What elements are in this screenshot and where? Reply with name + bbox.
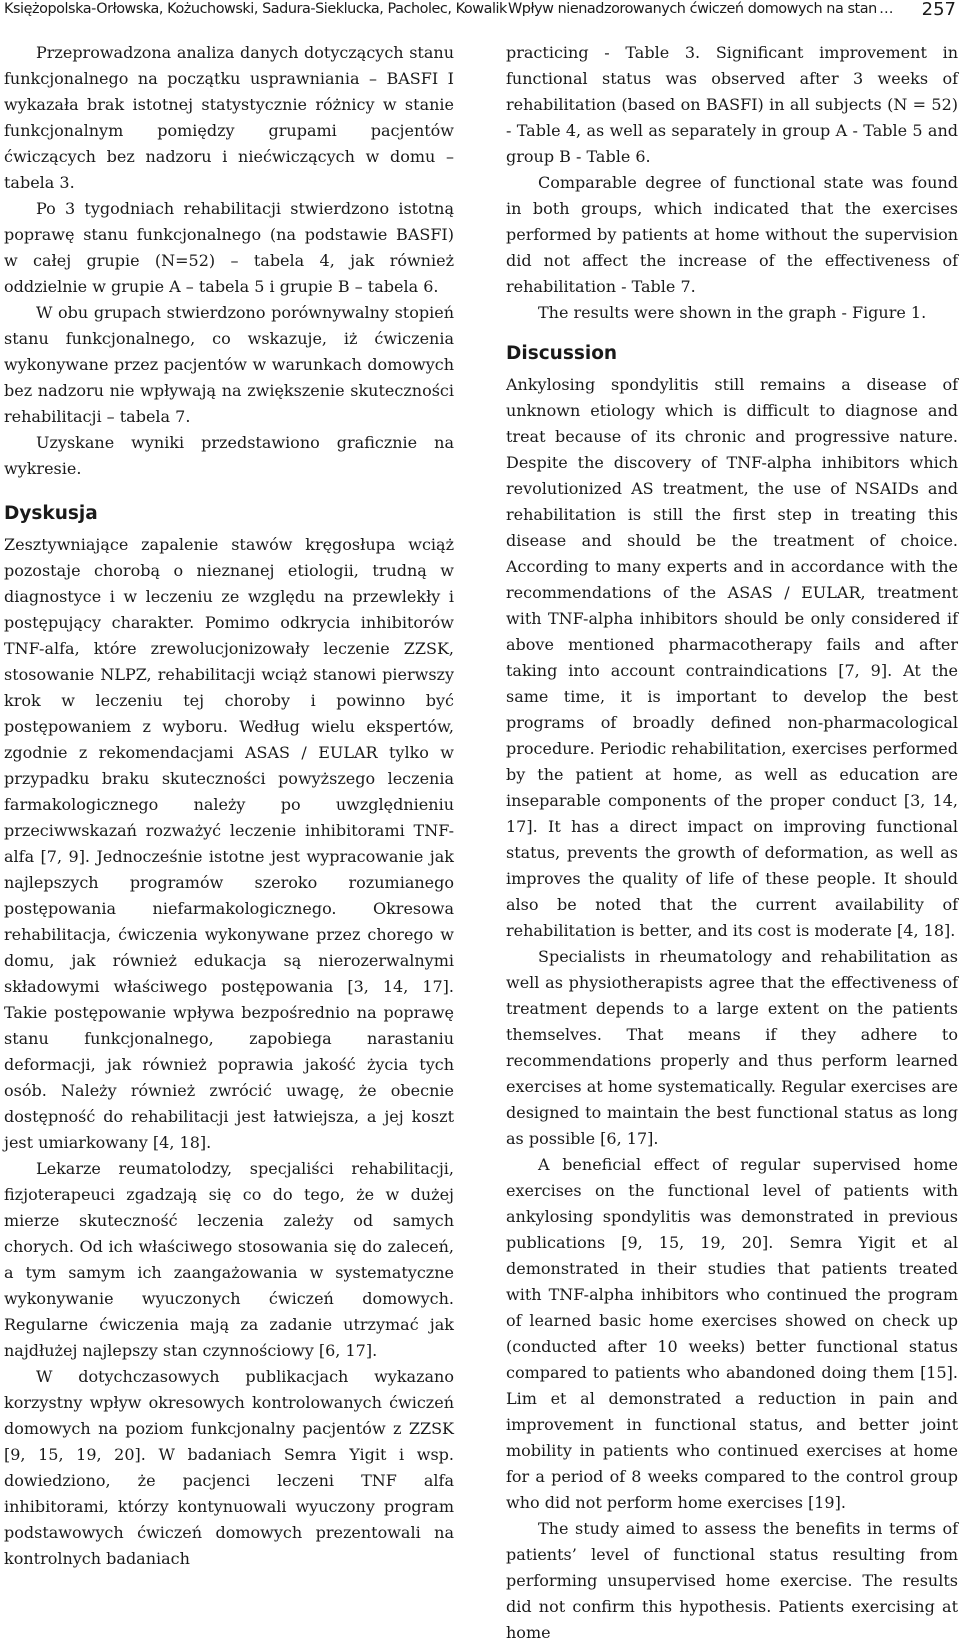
paragraph: Zesztywniające zapalenie stawów kręgosłupa wciąż pozostaje chorobą o nieznanej etiologii, trudną w diagnostyce i w leczeniu ze względu na przewlekły i postępujący charakter. Pomimo odkrycia inhibitorów TNF-alfa, które zrewolucjonizowały leczenie ZZSK, stosowanie NLPZ, rehabilitacji wciąż stanowi pierwszy krok w leczeniu tej choroby i powinno być postępowaniem z wyboru. Według wielu ekspertów, zgodnie z rekomendacjami ASAS / EULAR tylko w przypadku braku skuteczności powyższego leczenia farmakologicznego należy po uwzględnieniu przeciwwskazań rozważyć leczenie inhibitorami TNF-alfa [7, 9]. Jednocześnie istotne jest wypracowanie jak najlepszych programów szeroko rozumianego postępowania niefarmakologicznego. Okresowa rehabilitacja, ćwiczenia wykonywane przez chorego w domu, jak również edukacja są nierozerwalnymi składowymi właściwego postępowania [3, 14, 17]. Takie postępowanie wpływa bezpośrednio na poprawę stanu funkcjonalnego, zapobiega narastaniu deformacji, jak również poprawia jakość życia tych osób. Należy również zwrócić uwagę, że obecnie dostępność do rehabilitacji jest łatwiejsza, a jej koszt jest umiarkowany [4, 18]. (4, 535, 454, 1152)
paragraph: Lekarze reumatolodzy, specjaliści rehabilitacji, fizjoterapeuci zgadzają się co do tego, że w dużej mierze skuteczność leczenia zależy od samych chorych. Od ich właściwego stosowania się do zaleceń, a tym samym ich zaangażowania w systematyczne wykonywanie wyuczonych ćwiczeń domowych. Regularne ćwiczenia mają za zadanie utrzymać jak najdłużej najlepszy stan czynnościowy [6, 17]. (4, 1159, 454, 1360)
paragraph: W obu grupach stwierdzono porównywalny stopień stanu funkcjonalnego, co wskazuje, iż ćwiczenia wykonywane przez pacjentów w warunkach domowych bez nadzoru nie wpływają na zwiększenie skuteczności rehabilitacji – tabela 7. (4, 303, 454, 426)
paragraph: The results were shown in the graph - Figure 1. (538, 303, 927, 322)
paragraph: Comparable degree of functional state was found in both groups, which indicated that the exercises performed by patients at home without the supervision did not affect the increase of the effectiveness of rehabilitation - Table 7. (506, 173, 958, 296)
paragraph: Przeprowadzona analiza danych dotyczących stanu funkcjonalnego na początku usprawniania – BASFI I wykazała brak istotnej statystycznie różnicy w stanie funkcjonalnym pomiędzy grupami pacjentów ćwiczących bez nadzoru i niećwiczących w domu – tabela 3. (4, 43, 454, 192)
page-number: 257 (921, 0, 956, 20)
paragraph: Po 3 tygodniach rehabilitacji stwierdzono istotną poprawę stanu funkcjonalnego (na podstawie BASFI) w całej grupie (N=52) – tabela 4, jak również oddzielnie w grupie A – tabela 5 i grupie B – tabela 6. (4, 199, 454, 296)
paragraph: A beneficial effect of regular supervised home exercises on the functional level of patients with ankylosing spondylitis was demonstrated in previous publications [9, 15, 19, 20]. Semra Yigit et al demonstrated in their studies that patients treated with TNF-alpha inhibitors who continued the program of learned basic home exercises showed on check up (conducted after 10 weeks) better functional status compared to patients who abandoned doing them [15]. Lim et al demonstrated a reduction in pain and improvement in functional status, and better joint mobility in patients who continued exercises at home for a period of 8 weeks compared to the control group who did not perform home exercises [19]. (506, 1155, 958, 1512)
paragraph: The study aimed to assess the benefits in terms of patients’ level of functional status resulting from performing unsupervised home exercise. The results did not confirm this hypothesis. Patients exercising at home (506, 1519, 958, 1642)
paragraph: Ankylosing spondylitis still remains a disease of unknown etiology which is difficult to diagnose and treat because of its chronic and progressive nature. Despite the discovery of TNF-alpha inhibitors which revolutionized AS treatment, the use of NSAIDs and rehabilitation is still the first step in treating this disease and should be the treatment of choice. According to many experts and in accordance with the recommendations of the ASAS / EULAR, treatment with TNF-alpha inhibitors should be only considered if above mentioned pharmacotherapy fails and after taking into account contraindications [7, 9]. At the same time, it is important to develop the best programs of broadly defined non-pharmacological procedure. Periodic rehabilitation, exercises performed by the patient at home, as well as education are inseparable components of the proper conduct [3, 14, 17]. It has a direct impact on improving functional status, prevents the growth of deformation, as well as improves the quality of life of these people. It should also be noted that the current availability of rehabilitation is better, and its cost is moderate [4, 18]. (506, 375, 958, 940)
paragraph: W dotychczasowych publikacjach wykazano korzystny wpływ okresowych kontrolowanych ćwiczeń domowych na poziom funkcjonalny pacjentów z ZZSK [9, 15, 19, 20]. W badaniach Semra Yigit i wsp. dowiedziono, że pacjenci leczeni TNF alfa inhibitorami, którzy kontynuowali wyuczony program podstawowych ćwiczeń domowych prezentowali na kontrolnych badaniach (4, 1367, 454, 1568)
paragraph: Specialists in rheumatology and rehabilitation as well as physiotherapists agree that the effectiveness of treatment depends to a large extent on the patients themselves. That means if they adhere to recommendations properly and thus perform learned exercises at home systematically. Regular exercises are designed to maintain the best functional status as long as possible [6, 17]. (506, 947, 958, 1148)
section-heading-dyskusja: Dyskusja (4, 503, 98, 524)
section-heading-discussion: Discussion (506, 343, 618, 364)
header-authors: Księżopolska-Orłowska, Kożuchowski, Sadura-Sieklucka, Pacholec, Kowalik (4, 1, 507, 17)
paragraph: Uzyskane wyniki przedstawiono graficznie na wykresie. (4, 433, 454, 478)
paragraph: practicing - Table 3. Significant improvement in functional status was observed after 3 weeks of rehabilitation (based on BASFI) in all subjects (N = 52) - Table 4, as well as separately in group A - Table 5 and group B - Table 6. (506, 43, 958, 166)
header-running-title: Wpływ nienadzorowanych ćwiczeń domowych na stan … (508, 1, 894, 17)
running-header (0, 0, 960, 26)
right-column-english (506, 40, 958, 1642)
left-column-polish (4, 40, 454, 1568)
